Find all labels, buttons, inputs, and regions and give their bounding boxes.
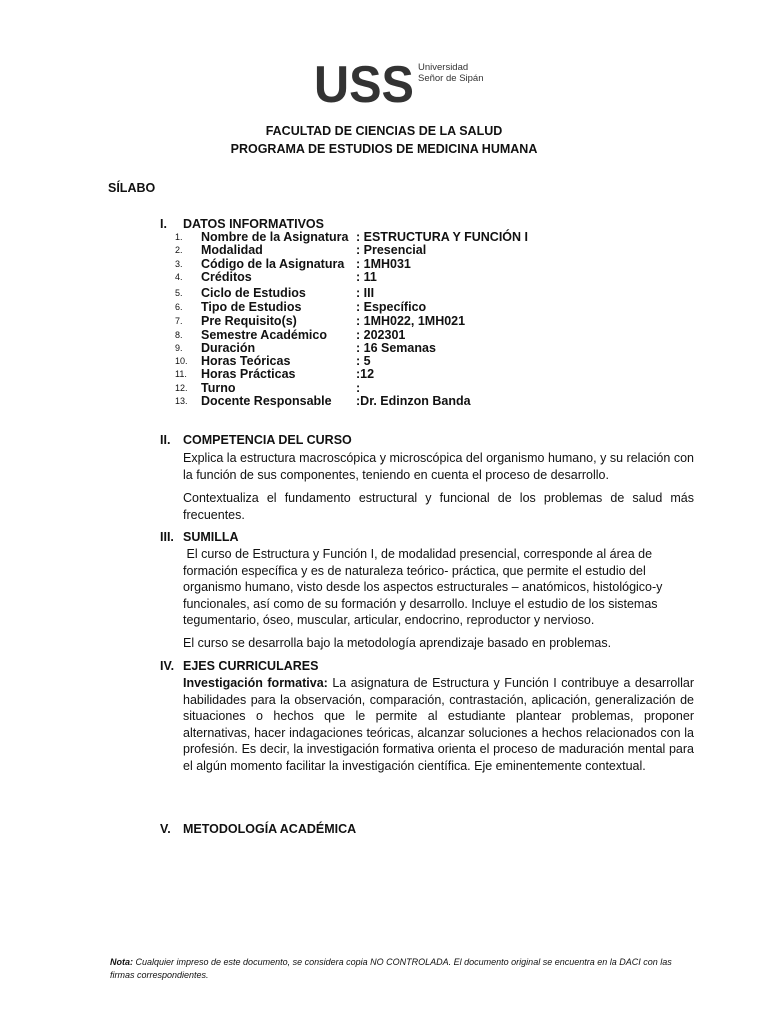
- datos-row-number: 3.: [175, 259, 183, 269]
- datos-row-label: Tipo de Estudios: [201, 300, 302, 314]
- section-3-title: SUMILLA: [183, 530, 239, 544]
- section-2-title: COMPETENCIA DEL CURSO: [183, 433, 352, 447]
- datos-row: [175, 287, 635, 300]
- footer-note-label: Nota:: [110, 957, 133, 967]
- sumilla-paragraph-2: El curso se desarrolla bajo la metodología aprendizaje basado en problemas.: [183, 636, 612, 650]
- datos-row-value: : 202301: [356, 328, 406, 342]
- datos-row: [175, 368, 635, 381]
- datos-row-value: : Presencial: [356, 243, 427, 257]
- datos-row-number: 12.: [175, 383, 188, 393]
- datos-row: [175, 301, 635, 314]
- datos-row-value: : 16 Semanas: [356, 341, 436, 355]
- logo-name-line: Señor de Sipán: [418, 73, 484, 84]
- footer-note: [110, 956, 695, 982]
- program-title: PROGRAMA DE ESTUDIOS DE MEDICINA HUMANA: [230, 142, 538, 156]
- datos-row-label: Turno: [201, 381, 236, 395]
- doc-type-heading: SÍLABO: [108, 181, 156, 195]
- datos-row-label: Créditos: [201, 270, 252, 284]
- section-5-number: V.: [160, 822, 171, 836]
- section-3-number: III.: [160, 530, 174, 544]
- datos-row: [175, 315, 635, 328]
- datos-row-number: 8.: [175, 330, 183, 340]
- uss-logo-mark: [314, 62, 414, 106]
- datos-row-label: Horas Prácticas: [201, 367, 296, 381]
- datos-row-value: : 11: [356, 270, 377, 284]
- section-4-number: IV.: [160, 659, 175, 673]
- section-1-title: DATOS INFORMATIVOS: [183, 217, 324, 231]
- logo-letters: USS: [314, 62, 414, 106]
- datos-row: [175, 395, 635, 408]
- datos-row-value: :: [356, 381, 361, 395]
- section-2-number: II.: [160, 433, 171, 447]
- datos-row-value: : Específico: [356, 300, 427, 314]
- datos-row-number: 9.: [175, 343, 183, 353]
- datos-row-number: 6.: [175, 302, 183, 312]
- datos-row-value: : 1MH022, 1MH021: [356, 314, 466, 328]
- datos-row-value: :12: [356, 367, 375, 381]
- ejes-lead: Investigación formativa:: [183, 676, 328, 690]
- logo-university-line: Universidad: [418, 62, 469, 73]
- sumilla-paragraph-1: El curso de Estructura y Función I, de modalidad presencial, corresponde al área de formación específica y es de naturaleza teórico- práctica, que permite el estudio del organismo humano, visto desde los aspectos estructurales – anatómicos, histológico-y funcionales, así como de su formación y desarrollo. Incluye el estudio de los sistemas tegumentario, óseo, muscular, articular, endocrino, reproductor y nervioso.: [183, 547, 666, 627]
- uss-logo: [314, 62, 504, 106]
- datos-row-number: 5.: [175, 288, 183, 298]
- datos-row-label: Semestre Académico: [201, 328, 327, 342]
- datos-row-number: 10.: [175, 356, 188, 366]
- datos-row-value: : 1MH031: [356, 257, 411, 271]
- competencia-paragraph-1: Explica la estructura macroscópica y microscópica del organismo humano, y su relación con la función de sus componentes, teniendo en cuenta el proceso de desarrollo.: [183, 451, 694, 482]
- datos-row-number: 1.: [175, 232, 183, 242]
- datos-row-value: : 5: [356, 354, 371, 368]
- footer-note-text: Cualquier impreso de este documento, se considera copia NO CONTROLADA. El documento original se encuentra en la DACI con las firmas correspondientes.: [110, 957, 672, 980]
- competencia-paragraph-2: Contextualiza el fundamento estructural y funcional de los problemas de salud más frecuentes.: [183, 491, 694, 522]
- section-1-number: I.: [160, 217, 167, 231]
- datos-row-number: 13.: [175, 396, 188, 406]
- datos-row-label: Ciclo de Estudios: [201, 286, 306, 300]
- datos-row: [175, 271, 635, 284]
- section-4-title: EJES CURRICULARES: [183, 659, 319, 673]
- datos-row-value: : ESTRUCTURA Y FUNCIÓN I: [356, 230, 528, 244]
- datos-row-value: : III: [356, 286, 375, 300]
- datos-row-label: Nombre de la Asignatura: [201, 230, 349, 244]
- datos-row-label: Modalidad: [201, 243, 263, 257]
- datos-row-label: Horas Teóricas: [201, 354, 291, 368]
- datos-row-value: :Dr. Edinzon Banda: [356, 394, 471, 408]
- datos-row-number: 7.: [175, 316, 183, 326]
- section-5-title: METODOLOGÍA ACADÉMICA: [183, 822, 357, 836]
- faculty-title: FACULTAD DE CIENCIAS DE LA SALUD: [265, 124, 503, 138]
- datos-row-number: 2.: [175, 245, 183, 255]
- ejes-paragraph: [183, 675, 694, 774]
- datos-row-label: Pre Requisito(s): [201, 314, 297, 328]
- datos-row-number: 4.: [175, 272, 183, 282]
- datos-row-label: Docente Responsable: [201, 394, 332, 408]
- datos-row-label: Código de la Asignatura: [201, 257, 345, 271]
- ejes-text: La asignatura de Estructura y Función I contribuye a desarrollar habilidades para la observación, comparación, contrastación, aplicación, generalización de situaciones o hechos que le permite al estudiante plantear problemas, proponer alternativas, hacer indagaciones teóricas, alcanzar soluciones a hechos relacionados con la profesión. Es decir, la investigación formativa orienta el proceso de maduración mental para el algún momento facilitar la investigación científica. Eje eminentemente contextual.: [183, 676, 694, 773]
- datos-row-number: 11.: [175, 369, 187, 379]
- datos-row: [175, 244, 635, 257]
- datos-row-label: Duración: [201, 341, 256, 355]
